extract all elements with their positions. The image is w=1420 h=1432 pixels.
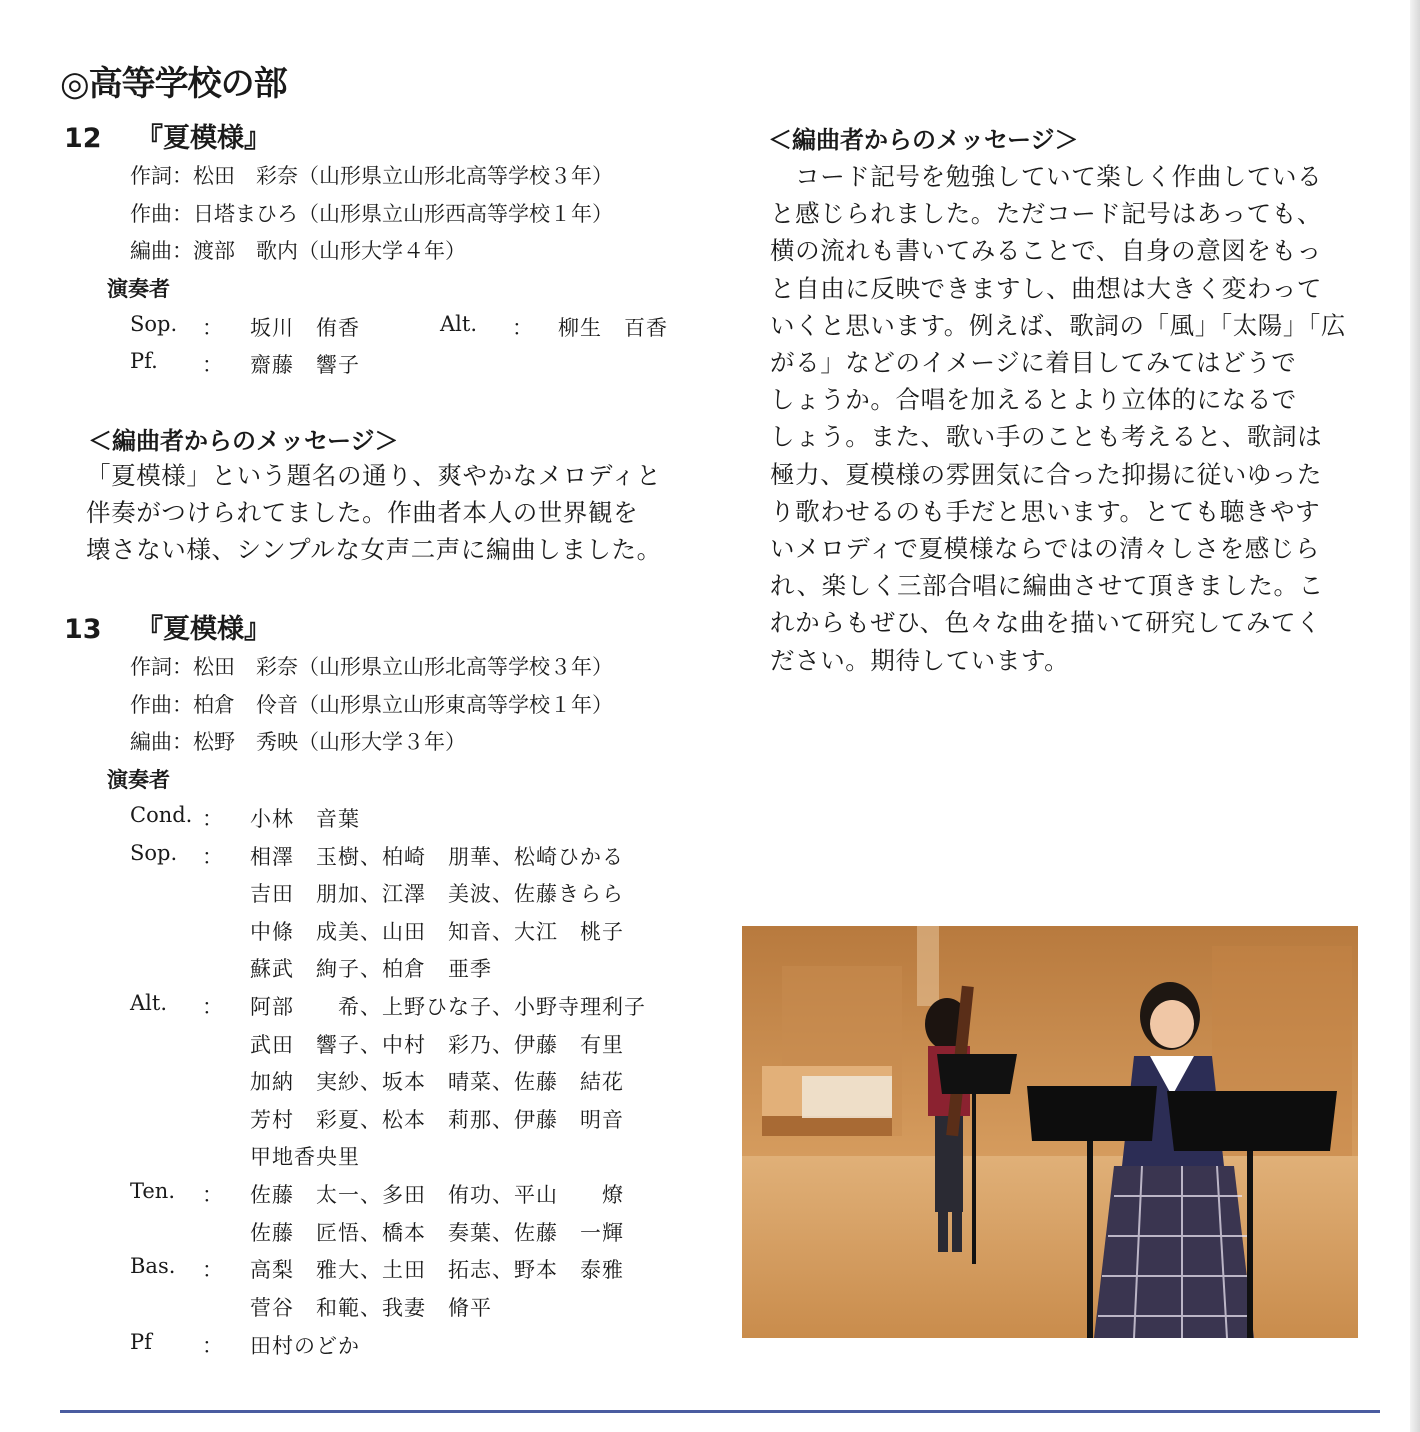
- performer-names: 吉田 朋加、江澤 美波、佐藤きらら: [250, 882, 624, 906]
- performer-colon: ：: [202, 316, 223, 340]
- performer-part: Pf.: [130, 349, 158, 373]
- piece-heading: [64, 607, 271, 646]
- message-body: [86, 457, 696, 569]
- message-line: と自由に反映できますし、曲想は大きく変わって: [770, 273, 1322, 303]
- credit-affiliation: （山形県立山形西高等学校１年）: [298, 202, 613, 226]
- page-edge: [1410, 0, 1420, 1432]
- performer-part: Cond.: [130, 803, 193, 827]
- credit-role: 作曲：: [130, 202, 193, 226]
- message-line: ださい。期待しています。: [770, 645, 1070, 675]
- performer-part: Bas.: [130, 1254, 176, 1278]
- credit-name: 渡部 歌内: [193, 239, 298, 263]
- piece-number: 12: [64, 123, 102, 154]
- performers-label: 演奏者: [107, 768, 170, 792]
- performance-photo: [742, 926, 1358, 1338]
- credit-arranger: [130, 726, 466, 756]
- message-line: と感じられました。ただコード記号はあっても、: [770, 199, 1322, 229]
- credit-role: 作詞：: [130, 164, 193, 188]
- credit-role: 作詞：: [130, 655, 193, 679]
- message-line: れからもぜひ、色々な曲を描いて研究してみてく: [770, 608, 1322, 638]
- performer-colon: ：: [202, 1183, 223, 1207]
- performer-part: Sop.: [130, 841, 178, 865]
- message-line: コード記号を勉強していて楽しく作曲している: [770, 162, 1323, 191]
- performer-part: Sop.: [130, 312, 178, 336]
- performer-colon: ：: [202, 807, 223, 831]
- message-line: 極力、夏模様の雰囲気に合った抑揚に従いゆった: [770, 459, 1322, 489]
- performer-names: 高梨 雅大、土田 拓志、野本 泰雅: [250, 1258, 624, 1282]
- credit-affiliation: （山形県立山形北高等学校３年）: [298, 164, 613, 188]
- piece-title: 『夏模様』: [136, 614, 271, 645]
- performer-part: Pf: [130, 1330, 152, 1354]
- credit-composer: [130, 689, 613, 719]
- performers-label: 演奏者: [107, 277, 170, 301]
- performer-names: 佐藤 太一、多田 侑功、平山 燎: [250, 1183, 624, 1207]
- piece-heading: [64, 116, 271, 155]
- credit-role: 編曲：: [130, 730, 193, 754]
- credit-role: 編曲：: [130, 239, 193, 263]
- message-line: 「夏模様」という題名の通り、爽やかなメロディと: [86, 461, 662, 490]
- performer-names: 菅谷 和範、我妻 脩平: [250, 1296, 492, 1320]
- message-line: 伴奏がつけられてました。作曲者本人の世界観を: [86, 498, 639, 528]
- bottom-rule: [60, 1410, 1380, 1413]
- performer-names: 甲地香央里: [250, 1145, 360, 1169]
- piece-number: 13: [64, 614, 102, 645]
- performer-names: 相澤 玉樹、柏崎 朋華、松崎ひかる: [250, 845, 624, 869]
- performer-part: Ten.: [130, 1179, 176, 1203]
- performer-names: 齋藤 響子: [250, 353, 360, 377]
- message-line: 横の流れも書いてみることで、自身の意図をもっ: [770, 236, 1322, 266]
- performer-names: 武田 響子、中村 彩乃、伊藤 有里: [250, 1033, 624, 1057]
- credit-arranger: [130, 235, 466, 265]
- performer-names-alt: 柳生 百香: [558, 316, 668, 340]
- message-title: ＜編曲者からのメッセージ＞: [768, 126, 1079, 154]
- performer-names: 阿部 希、上野ひな子、小野寺理利子: [250, 995, 646, 1019]
- message-body: [770, 158, 1370, 679]
- message-line: 壊さない様、シンプルな女声二声に編曲しました。: [86, 535, 662, 565]
- performer-names: 加納 実紗、坂本 晴菜、佐藤 結花: [250, 1070, 624, 1094]
- performer-colon: ：: [202, 995, 223, 1019]
- performer-row: [130, 312, 690, 342]
- credit-affiliation: （山形大学３年）: [298, 730, 466, 754]
- piece-title: 『夏模様』: [136, 123, 271, 154]
- performer-colon-alt: ：: [512, 316, 533, 340]
- performer-colon: ：: [202, 1334, 223, 1358]
- credit-name: 松田 彩奈: [193, 164, 298, 188]
- performer-names: 蘇武 絢子、柏倉 亜季: [250, 957, 492, 981]
- performer-part-alt: Alt.: [440, 312, 477, 336]
- credit-name: 日塔まひろ: [193, 202, 298, 226]
- credit-affiliation: （山形県立山形東高等学校１年）: [298, 693, 613, 717]
- message-line: がる」などのイメージに着目してみてはどうで: [770, 348, 1297, 378]
- message-line: れ、楽しく三部合唱に編曲させて頂きました。こ: [770, 571, 1324, 601]
- performer-names: 佐藤 匠悟、橋本 奏葉、佐藤 一輝: [250, 1221, 624, 1245]
- section-title: ◎高等学校の部: [60, 64, 287, 104]
- performer-names: 中條 成美、山田 知音、大江 桃子: [250, 920, 624, 944]
- credit-affiliation: （山形大学４年）: [298, 239, 466, 263]
- performer-names: 田村のどか: [250, 1334, 360, 1358]
- credit-lyrics: [130, 160, 613, 190]
- credit-lyrics: [130, 651, 613, 681]
- message-line: り歌わせるのも手だと思います。とても聴きやす: [770, 496, 1321, 526]
- message-line: しょうか。合唱を加えるとより立体的になるで: [770, 385, 1297, 415]
- credit-affiliation: （山形県立山形北高等学校３年）: [298, 655, 613, 679]
- credit-role: 作曲：: [130, 693, 193, 717]
- performer-colon: ：: [202, 845, 223, 869]
- message-line: いメロディで夏模様ならではの清々しさを感じら: [770, 534, 1320, 564]
- credit-name: 柏倉 伶音: [193, 693, 298, 717]
- performer-names: 小林 音葉: [250, 807, 360, 831]
- credit-name: 松野 秀映: [193, 730, 298, 754]
- credit-name: 松田 彩奈: [193, 655, 298, 679]
- performer-colon: ：: [202, 353, 223, 377]
- performer-colon: ：: [202, 1258, 223, 1282]
- message-line: しょう。また、歌い手のことも考えると、歌詞は: [770, 422, 1323, 452]
- performer-names: 坂川 侑香: [250, 316, 360, 340]
- message-title: ＜編曲者からのメッセージ＞: [88, 427, 399, 455]
- credit-composer: [130, 198, 613, 228]
- performance-photo-illustration: [742, 926, 1358, 1338]
- message-line: いくと思います。例えば、歌詞の「風」「太陽」「広: [770, 310, 1346, 340]
- performer-part: Alt.: [130, 991, 167, 1015]
- performer-names: 芳村 彩夏、松本 莉那、伊藤 明音: [250, 1108, 624, 1132]
